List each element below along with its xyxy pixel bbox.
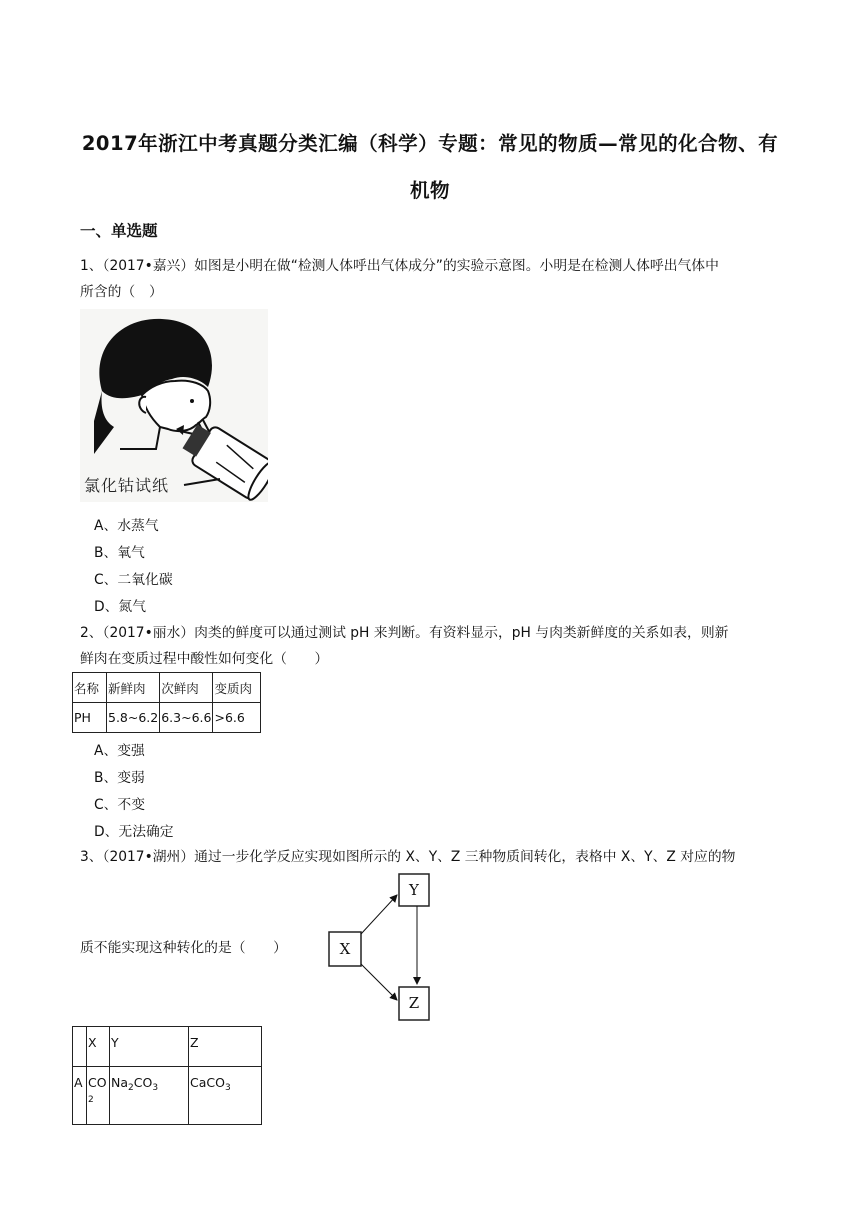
z-formula-part: CaCO: [190, 1075, 225, 1090]
node-z: Z: [408, 994, 420, 1012]
question-1-text: [80, 253, 780, 305]
table-cell: [87, 1067, 110, 1125]
table-cell: [189, 1067, 262, 1125]
question-1-line2: 所含的（ ）: [80, 284, 163, 300]
y-formula-subscript: 2: [128, 1083, 134, 1093]
table-cell: 变质肉: [213, 673, 261, 703]
table-cell: 5.8~6.2: [107, 703, 160, 733]
node-x: X: [339, 940, 351, 958]
table-cell: 6.3~6.6: [160, 703, 213, 733]
document-title-line1: 2017年浙江中考真题分类汇编（科学）专题：常见的物质—常见的化合物、有: [81, 132, 779, 155]
question-1-line1: 1、（2017•嘉兴）如图是小明在做“检测人体呼出气体成分”的实验示意图。小明是在检测人体呼出气体中: [80, 258, 719, 274]
question-3-table: [72, 1026, 262, 1125]
question-1-figure: [80, 309, 268, 502]
table-header-row: [73, 673, 261, 703]
table-cell: [110, 1067, 189, 1125]
y-formula-part: CO: [133, 1075, 153, 1090]
table-header-row: [73, 1027, 262, 1067]
question-2-option-b: B、变弱: [94, 770, 145, 786]
table-cell: 新鲜肉: [107, 673, 160, 703]
question-3-line1: 3、（2017•湖州）通过一步化学反应实现如图所示的 X、Y、Z 三种物质间转化，表格中 X、Y、Z 对应的物: [80, 849, 736, 865]
question-2-option-d: D、无法确定: [94, 824, 174, 840]
question-2-option-c: C、不变: [94, 797, 146, 813]
question-2-line1: 2、（2017•丽水）肉类的鲜度可以通过测试 pH 来判断。有资料显示，pH 与肉类新鲜度的关系如表，则新: [80, 625, 729, 641]
section-heading: 一、单选题: [80, 222, 158, 240]
y-formula-subscript: 3: [152, 1083, 159, 1093]
question-2-text: [80, 620, 780, 672]
conversion-diagram: [320, 868, 440, 1028]
question-1-option-d: D、氮气: [94, 599, 147, 615]
question-1-option-c: C、二氧化碳: [94, 572, 173, 588]
y-formula-part: Na: [111, 1075, 129, 1090]
table-row: [73, 703, 261, 733]
table-cell: [73, 1027, 87, 1067]
question-2-ph-table: [72, 672, 261, 733]
node-y: Y: [409, 881, 419, 899]
table-cell: Z: [189, 1027, 262, 1067]
table-cell: 次鲜肉: [160, 673, 213, 703]
x-formula: CO: [88, 1075, 107, 1090]
question-1-option-a: A、水蒸气: [94, 518, 159, 534]
z-formula-subscript: 3: [224, 1083, 231, 1093]
table-cell: Y: [110, 1027, 189, 1067]
table-cell: A: [73, 1067, 87, 1125]
question-1-option-b: B、氧气: [94, 545, 145, 561]
table-row: [73, 1067, 262, 1125]
question-3-line2: 质不能实现这种转化的是（ ）: [80, 940, 287, 956]
question-2-line2: 鲜肉在变质过程中酸性如何变化（ ）: [80, 651, 329, 667]
cobalt-paper-caption: 氯化钴试纸: [84, 476, 170, 495]
question-2-option-a: A、变强: [94, 743, 145, 759]
table-cell: X: [87, 1027, 110, 1067]
table-cell: >6.6: [213, 703, 261, 733]
table-cell: 名称: [73, 673, 107, 703]
document-title-line2: 机物: [409, 179, 450, 202]
x-formula-subscript: 2: [88, 1095, 94, 1105]
table-cell: PH: [73, 703, 107, 733]
